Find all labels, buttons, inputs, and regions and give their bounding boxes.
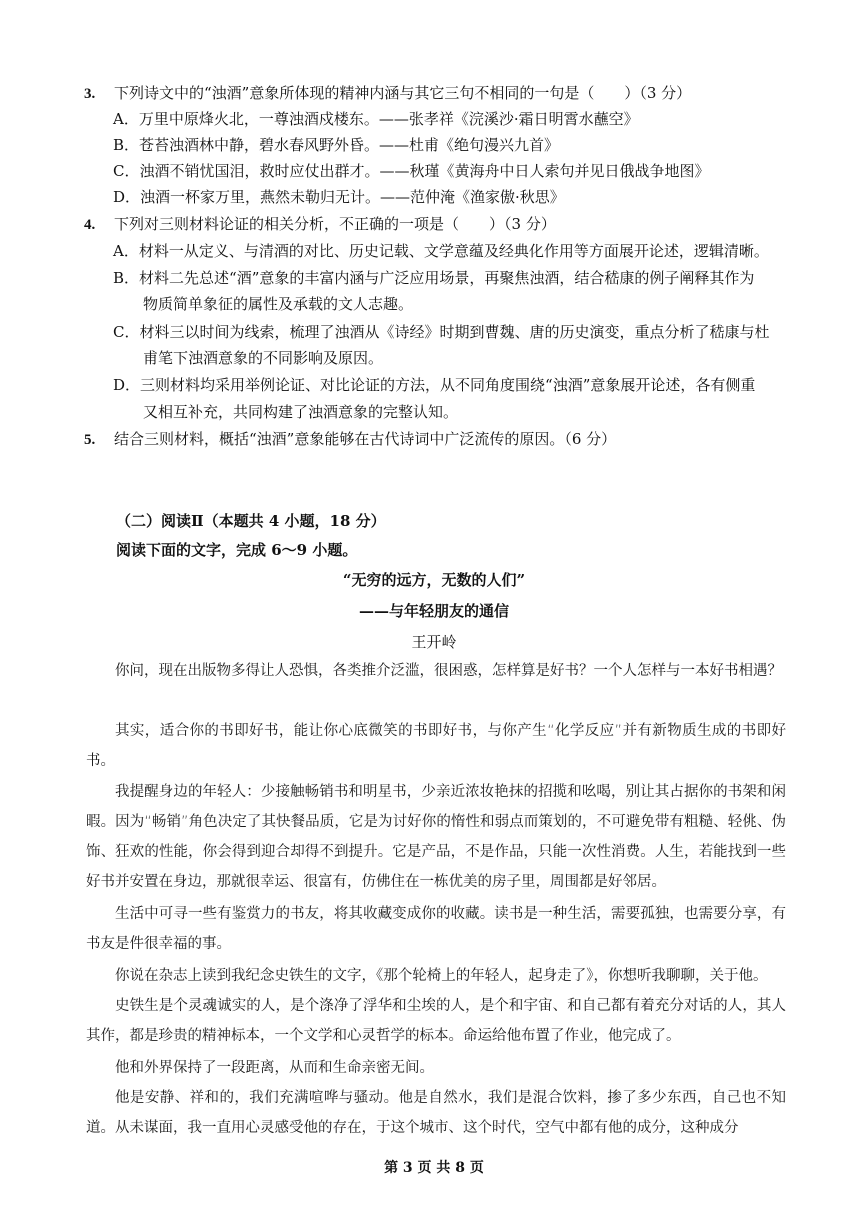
q3-option-d: D．浊酒一杯家万里，燕然未勒归无计。——范仲淹《渔家傲·秋思》 [113,188,565,206]
article-paragraph-4: 生活中可寻一些有鉴赏力的书友，将其收藏变成你的收藏。读书是一种生活，需要孤独，也需要分享，有书友是件很幸福的事。 [86,906,786,952]
q4-option-d: D．三则材料均采用举例论证、对比论证的方法，从不同角度围绕“浊酒”意象展开论述，各有侧重 [113,376,756,394]
q4-option-d-cont: 又相互补充，共同构建了浊酒意象的完整认知。 [143,403,459,421]
question-stem: 结合三则材料，概括“浊酒”意象能够在古代诗词中广泛流传的原因。（6 分） [114,430,617,448]
article-paragraph-1: 你问，现在出版物多得让人恐惧，各类推介泛滥，很困惑，怎样算是好书？一个人怎样与一本好书相遇？ [115,663,782,679]
q4-option-c: C．材料三以时间为线索，梳理了浊酒从《诗经》时期到曹魏、唐的历史演变，重点分析了嵇康与杜 [113,323,770,341]
article-paragraph-2: 其实，适合你的书即好书，能让你心底微笑的书即好书，与你产生“化学反应”并有新物质生成的书即好书。 [86,723,786,769]
page-number: 第 3 页 共 8 页 [384,1160,484,1176]
article-author: 王开岭 [411,633,457,651]
q3-option-b: B．苍苔浊酒林中静，碧水春风野外昏。——杜甫《绝句漫兴九首》 [113,136,560,154]
article-paragraph-7: 他和外界保持了一段距离，从而和生命亲密无间。 [115,1060,434,1076]
q4-option-c-cont: 甫笔下浊酒意象的不同影响及原因。 [143,349,384,367]
question-5 [84,429,616,451]
article-paragraph-5: 你说在杂志上读到我纪念史铁生的文字，《那个轮椅上的年轻人，起身走了》，你想听我聊聊，关于他。 [115,968,768,984]
question-stem: 下列诗文中的“浊酒”意象所体现的精神内涵与其它三句不相同的一句是（ ）（3 分） [114,84,692,102]
section-heading: （二）阅读Ⅱ（本题共 4 小题，18 分） [116,512,386,530]
article-paragraph-6: 史铁生是个灵魂诚实的人，是个涤净了浮华和尘埃的人，是个和宇宙、和自己都有着充分对话的人，其人其作，都是珍贵的精神标本，一个文学和心灵哲学的标本。命运给他布置了作业，他完成了。 [86,998,786,1044]
article-paragraph-3: 我提醒身边的年轻人：少接触畅销书和明星书，少亲近浓妆艳抹的招揽和吆喝，别让其占据你的书架和闲暇。因为“畅销”角色决定了其快餐品质，它是为讨好你的惰性和弱点而策划的，不可避免带有粗糙、轻佻、伪饰、狂欢的性能，你会得到迎合却得不到提升。它是产品，不是作品，只能一次性消费。人生，若能找到一些好书并安置在身边，那就很幸运、很富有，仿佛住在一栋优美的房子里，周围都是好邻居。 [86,784,786,890]
q4-option-a: A．材料一从定义、与清酒的对比、历史记载、文学意蕴及经典化作用等方面展开论述，逻辑清晰。 [113,242,769,260]
q3-option-a: A．万里中原烽火北，一尊浊酒戍楼东。——张孝祥《浣溪沙·霜日明霄水蘸空》 [113,110,639,128]
question-3 [84,83,691,105]
question-number: 5. [84,432,96,448]
q4-option-b: B．材料二先总述“酒”意象的丰富内涵与广泛应用场景，再聚焦浊酒，结合嵇康的例子阐释其作为 [113,269,755,287]
question-number: 3. [84,86,96,102]
q4-option-b-cont: 物质简单象征的属性及承载的文人志趣。 [143,295,414,313]
question-stem: 下列对三则材料论证的相关分析，不正确的一项是（ ）（3 分） [114,215,556,233]
article-subtitle: ——与年轻朋友的通信 [358,602,509,620]
question-4 [84,214,556,236]
q3-option-c: C．浊酒不销忧国泪，救时应仗出群才。——秋瑾《黄海舟中日人索句并见日俄战争地图》 [113,162,710,180]
question-number: 4. [84,217,96,233]
section-instruction: 阅读下面的文字，完成 6～9 小题。 [116,541,358,559]
article-paragraph-8: 他是安静、祥和的，我们充满喧哗与骚动。他是自然水，我们是混合饮料，掺了多少东西，自己也不知道。从未谋面，我一直用心灵感受他的存在，于这个城市、这个时代，空气中都有他的成分，这种成分 [86,1090,786,1136]
article-title: “无穷的远方，无数的人们” [342,571,526,589]
